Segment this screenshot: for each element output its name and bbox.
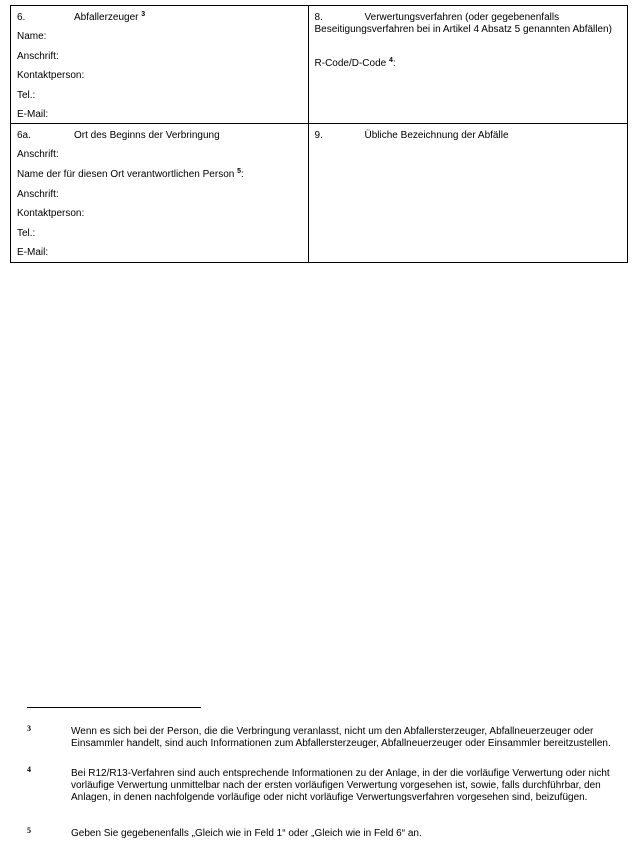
box-6a-shipment-origin bbox=[11, 124, 309, 263]
footnote-ref-3: 3 bbox=[141, 11, 146, 18]
box-6a-responsible-address-label: Anschrift: bbox=[17, 189, 59, 200]
footnote-4-text: Bei R12/R13-Verfahren sind auch entsprechende Informationen zu der Anlage, in der die vorläufige Verwertung oder nicht vorläufige Verwertung unmittelbar nach der ersten vorläufigen Verwertung vorgesehen ist, sowie, falls durchführbar, den Anlagen, in denen nachfolgende vorläufige oder nicht vorläufige Verwertungsverfahren vorgesehen sind, beizufügen. bbox=[71, 768, 610, 803]
footnote-ref-4: 4 bbox=[389, 57, 393, 64]
box-6-waste-producer bbox=[11, 6, 309, 124]
box-6-title: Abfallerzeuger $^3$ bbox=[74, 11, 146, 23]
footnote-5-number: 5 bbox=[27, 826, 31, 835]
footnote-separator bbox=[27, 707, 201, 708]
footnote-5-text: Geben Sie gegebenenfalls „Gleich wie in Feld 1“ oder „Gleich wie in Feld 6“ an. bbox=[71, 828, 422, 839]
box-6a-email-label: E-Mail: bbox=[17, 247, 49, 258]
footnote-3-number: 3 bbox=[27, 724, 31, 733]
box-6a-title: Ort des Beginns der Verbringung bbox=[74, 130, 220, 141]
box-8-recovery-operation bbox=[308, 6, 627, 124]
box-6-name-label: Name: bbox=[17, 31, 47, 42]
box-6a-responsible-label: Name der für diesen Ort verantwortlichen Person $^5$: bbox=[17, 168, 244, 180]
box-9-waste-description bbox=[308, 124, 627, 263]
box-6-email-label: E-Mail: bbox=[17, 109, 49, 120]
box-6-address-label: Anschrift: bbox=[17, 51, 59, 62]
box-9-number: 9. bbox=[314, 130, 323, 141]
footnote-3-text: Wenn es sich bei der Person, die die Verbringung veranlasst, nicht um den Abfallersterzeuger, Abfallneuerzeuger oder Einsammler handelt, sind auch Informationen zum Abfallersterzeuger, Abfallneuerzeuger oder Einsammler bereitzustellen. bbox=[71, 726, 611, 749]
box-8-number: 8. bbox=[314, 12, 323, 23]
footnote-4-number: 4 bbox=[27, 765, 31, 774]
box-6a-contact-label: Kontaktperson: bbox=[17, 208, 85, 219]
box-6a-phone-label: Tel.: bbox=[17, 228, 36, 239]
box-9-title: 9. Übliche Bezeichnung der Abfälle bbox=[314, 130, 509, 141]
box-6a-number: 6a. bbox=[17, 130, 31, 141]
form-table bbox=[10, 5, 628, 263]
box-6-contact-label: Kontaktperson: bbox=[17, 70, 85, 81]
box-6-number: 6. bbox=[17, 12, 26, 23]
box-8-title: 8. Verwertungsverfahren (oder gegebenenfalls Beseitigungsverfahren bei in Artikel 4 Absatz 5 genannten Abfällen) bbox=[314, 12, 612, 35]
box-8-code-label: R-Code/D-Code $^4$: bbox=[314, 57, 396, 69]
footnote-ref-5: 5 bbox=[237, 168, 242, 175]
box-6-phone-label: Tel.: bbox=[17, 90, 36, 101]
box-6a-address-label: Anschrift: bbox=[17, 149, 59, 160]
